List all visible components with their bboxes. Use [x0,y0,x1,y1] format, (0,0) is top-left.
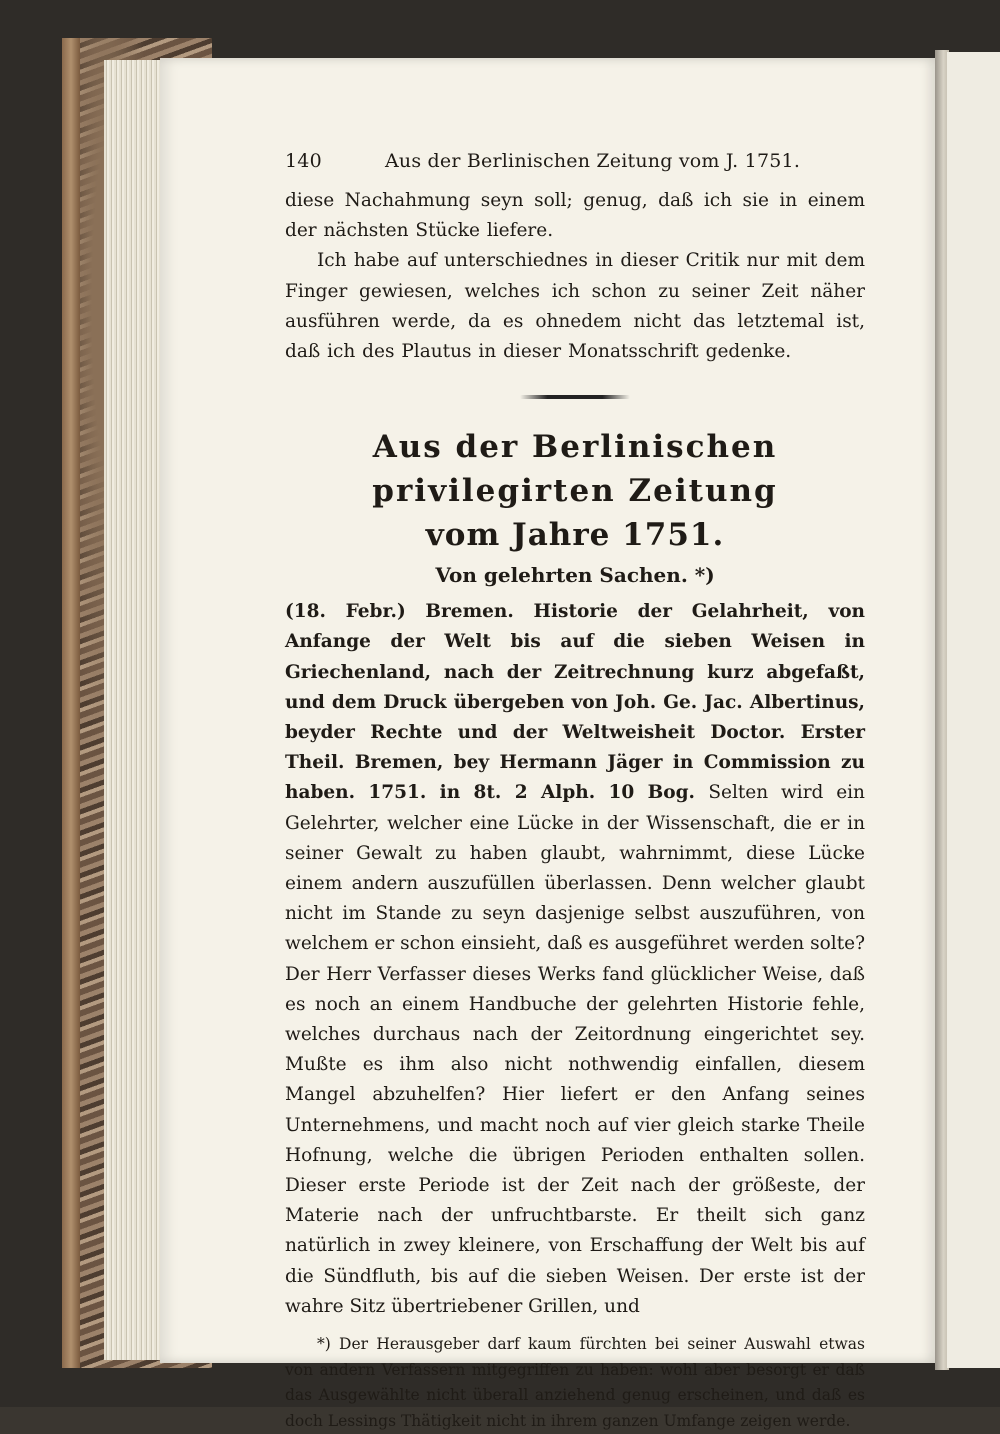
footnote: *) Der Herausgeber darf kaum fürchten bei seiner Auswahl etwas von andern Verfassern mitgegriffen zu haben: wohl aber besorgt er daß das Ausgewählte nicht überall anziehend genug erscheinen, und daß es doch Lessings Thätigkeit nicht in ihrem ganzen Umfange zeigen werde. [285,1335,865,1430]
running-header [285,150,865,186]
running-title: Aus der Berlinischen Zeitung vom J. 1751. [385,150,801,172]
section-divider [520,395,630,399]
section-title-year: vom Jahre 1751. [425,517,725,554]
intro-paragraph-2: Ich habe auf unterschiednes in dieser Critik nur mit dem Finger gewiesen, welches ich schon zu seiner Zeit näher ausführen werde, da es ohnedem nicht das letztemal ist, daß ich des Plautus in dieser Monatsschrift gedenke. [285,250,865,363]
intro-paragraph-1: diese Nachahmung seyn soll; genug, daß ich sie in einem der nächsten Stücke liefere. [285,190,865,242]
article-body [285,597,865,1322]
cover-spine-edge [62,38,80,1368]
article-bibliographic-entry: (18. Febr.) Bremen. Historie der Gelahrheit, von Anfange der Welt bis auf die sieben Weisen in Griechenland, nach der Zeitrechnung kurz abgefaßt, und dem Druck übergeben von Joh. Ge. Jac. Albertinus, beyder Rechte und der Weltweisheit Doctor. Erster Theil. Bremen, bey Hermann Jäger in Commission zu haben. 1751. in 8t. 2 Alph. 10 Bog. [285,601,865,804]
page-number: 140 [285,150,322,172]
page-text [285,150,865,1434]
page-block-edges [104,60,164,1360]
section-subtitle: Von gelehrten Sachen. *) [435,563,715,588]
section-title: Aus der Berlinischen privilegirten Zeitung [372,429,778,510]
article-review-text: Selten wird ein Gelehrter, welcher eine Lücke in der Wissenschaft, die er in seiner Gewalt zu haben glaubt, wahrnimmt, diese Lücke einem andern auszufüllen überlassen. Denn welcher glaubt nicht im Stande zu seyn dasjenige selbst auszuführen, von welchem er schon einsieht, daß es ausgeführet werden solte? Der Herr Verfasser dieses Werks fand glücklicher Weise, daß es noch an einem Handbuche der gelehrten Historie fehle, welches durchaus nach der Zeitordnung eingerichtet sey. Mußte es ihm also nicht nothwendig einfallen, diesem Mangel abzuhelfen? Hier liefert er den Anfang seines Unternehmens, und macht noch auf vier gleich starke Theile Hofnung, welche die übrigen Perioden enthalten sollen. Dieser erste Periode ist der Zeit nach der größeste, der Materie nach der unfruchtbarste. Er theilt sich ganz natürlich in zwey kleinere, von Erschaffung der Welt bis auf die Sündfluth, bis auf die sieben Weisen. Der erste ist der wahre Sitz übertriebener Grillen, und [285,782,865,1317]
facing-page-edge [947,52,1000,1368]
